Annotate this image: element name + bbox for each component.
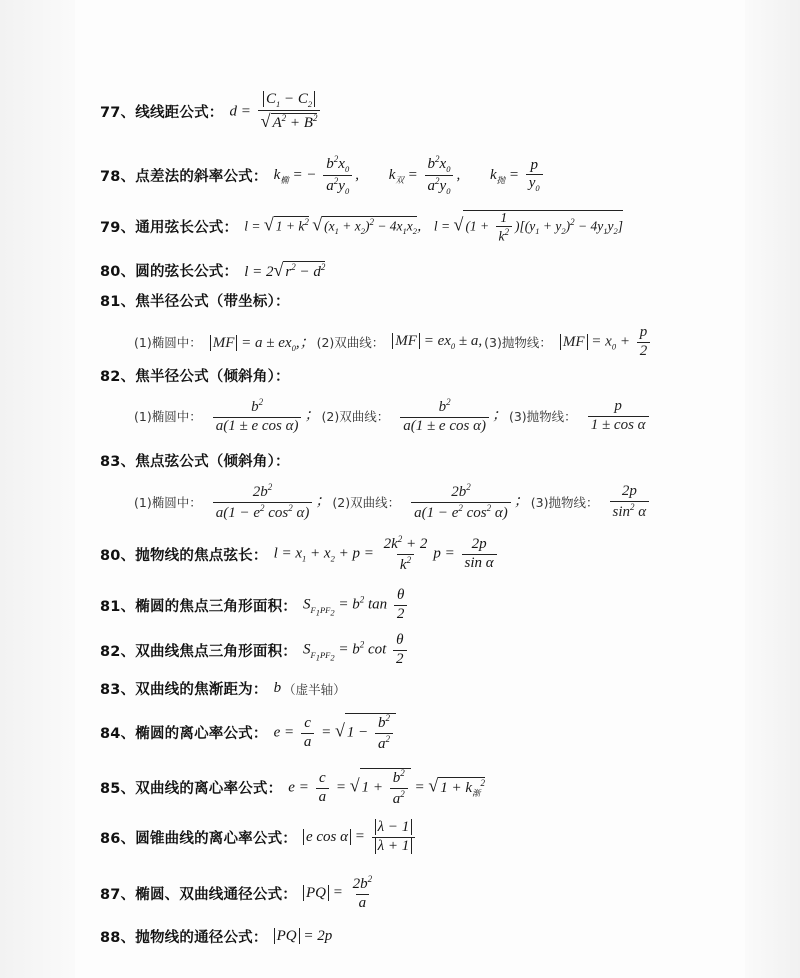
ellipse-label: (1)椭圆中： [134, 335, 202, 351]
formula-82-cases [132, 398, 740, 435]
formula-expression: l = 2√ $r^2 - d^2$ [244, 260, 326, 280]
formula-86 [100, 820, 740, 855]
hyperbola-expression: MF = $ex_0 \pm a$, [392, 333, 482, 351]
item-title: 椭圆的焦点三角形面积： [135, 598, 297, 615]
item-title: 抛物线的焦点弦长： [135, 547, 268, 564]
item-title: 线线距公式： [135, 105, 224, 122]
item-number: 80、 [100, 264, 136, 280]
formula-expression: $k_椭$ = − $\frac{b^2x_0}{a^2y_0}$ , $k_双$ = $\frac{b^2x_0}{a^2y_0}$ , $k_抛$ = $\frac{p}{y_0}$ [274, 155, 546, 196]
item-number: 87、 [100, 886, 136, 903]
item-number: 86、 [100, 830, 136, 847]
parabola-label: (3)抛物线： [530, 495, 599, 511]
ellipse-label: (1)椭圆中： [134, 409, 202, 425]
formula-78 [100, 155, 740, 196]
hyperbola-label: (2)双曲线： [321, 409, 390, 425]
ellipse-expression: $\frac{2b^2}{a(1 - e^2 \cos^2 \alpha)}$ ； [210, 483, 331, 522]
parabola-label: (3)抛物线： [508, 409, 577, 425]
item-title: 圆锥曲线的离心率公式： [135, 830, 297, 847]
parabola-expression: $\frac{2p}{\sin^2 \alpha}$ [607, 484, 653, 521]
hyperbola-label: (2)双曲线： [316, 335, 385, 351]
formula-expression: e cos α = $\frac{\lambda - 1}{\lambda + 1}$ [303, 820, 418, 855]
item-number: 82、 [100, 643, 136, 660]
formula-expression: e = $\frac{c}{a}$ = √ 1 − $\frac{b^2}{a^2}$ [274, 713, 396, 753]
ellipse-expression: MF = $a \pm ex_0$,； [210, 331, 315, 353]
formula-expression: PQ = 2p [274, 928, 333, 945]
hyperbola-expression: $\frac{2b^2}{a(1 - e^2 \cos^2 \alpha)}$ ； [408, 483, 529, 522]
item-title: 双曲线的离心率公式： [135, 781, 283, 798]
formula-84 [100, 713, 740, 753]
formula-83-asymptote [100, 678, 740, 699]
formula-80-parabola-chord [100, 535, 740, 574]
imag-half-axis-note: （虚半轴） [283, 681, 346, 697]
parabola-label: (3)抛物线： [484, 335, 552, 351]
formula-88 [100, 926, 740, 947]
formula-expression: e = $\frac{c}{a}$ = √ 1 + $\frac{b^2}{a^2}$ = √ $1 + k_渐^2$ [288, 768, 486, 807]
formula-81-cases [132, 325, 740, 360]
item-number: 78、 [100, 168, 136, 185]
item-number: 77、 [100, 105, 136, 122]
formula-87 [100, 875, 740, 912]
page-right-margin [745, 0, 800, 978]
item-number: 79、 [100, 220, 136, 237]
formula-79 [100, 210, 740, 244]
formula-expression: b [273, 680, 282, 696]
item-title: 椭圆、双曲线通径公式： [135, 886, 297, 903]
item-number: 83、 [100, 682, 136, 698]
item-number: 81、 [100, 294, 136, 310]
formula-81-heading [100, 290, 740, 311]
item-title: 圆的弦长公式： [135, 264, 239, 280]
item-title: 点差法的斜率公式： [135, 168, 268, 185]
formula-expression: PQ = $\frac{2b^2}{a}$ [303, 875, 378, 912]
ellipse-expression: $\frac{b^2}{\text{a(1 ± e cos α)}}$ ； [210, 398, 320, 435]
formula-83-cases [132, 483, 740, 522]
formula-expression: $S_{F_1PF_2} = b^2$ tan $\frac{\theta}{2}$ [303, 588, 410, 623]
hyperbola-expression: $\frac{b^2}{\text{a(1 ± e cos α)}}$ ； [397, 398, 507, 435]
formula-82-heading [100, 365, 740, 386]
item-number: 83、 [100, 454, 136, 470]
hyperbola-label: (2)双曲线： [332, 495, 401, 511]
formula-80-circle [100, 260, 740, 281]
formula-83-heading [100, 450, 740, 471]
item-number: 85、 [100, 781, 136, 798]
item-number: 80、 [100, 547, 136, 564]
formula-expression: l = √ $1 + k^2$ √ $(x_1 + x_2)^2 - 4x_1x_2$， l = √ (1 + $\frac{1}{k^2}$ )$[(y_1 + y_2)^2 - 4y_1y_2]$ [244, 210, 624, 244]
item-title: 双曲线的焦渐距为： [135, 682, 268, 698]
item-number: 84、 [100, 726, 136, 743]
item-title: 抛物线的通径公式： [135, 930, 268, 946]
formula-expression: $l = x_1 + x_2 + p$ = $\frac{2k^2 + 2}{k^2}$ p = $\frac{2p}{\text{sin α}}$ [274, 535, 500, 574]
item-title: 焦半径公式（带坐标）： [135, 294, 290, 310]
item-title: 椭圆的离心率公式： [135, 726, 268, 743]
parabola-expression: MF = $x_0$ + $\frac{p}{2}$ [560, 325, 653, 360]
ellipse-label: (1)椭圆中： [134, 495, 202, 511]
item-title: 焦半径公式（倾斜角）： [135, 369, 290, 385]
formula-81-ellipse-area [100, 588, 740, 623]
item-number: 88、 [100, 930, 136, 946]
formula-expression: d = $\frac{C_1 - C_2}{√ A^2 + B^2}$ [229, 92, 323, 132]
item-title: 通用弦长公式： [135, 220, 239, 237]
item-title: 焦点弦公式（倾斜角）： [135, 454, 290, 470]
formula-77 [100, 92, 740, 132]
item-number: 81、 [100, 598, 136, 615]
formula-82-hyperbola-area [100, 633, 740, 668]
formula-expression: $S_{F_1PF_2} = b^2$ cot $\frac{\theta}{2}$ [303, 633, 410, 668]
formula-85 [100, 768, 740, 808]
page-left-margin [0, 0, 75, 978]
item-number: 82、 [100, 369, 136, 385]
parabola-expression: $\frac{p}{\text{1 ± cos α}}$ [585, 399, 652, 434]
item-title: 双曲线焦点三角形面积： [135, 643, 297, 660]
